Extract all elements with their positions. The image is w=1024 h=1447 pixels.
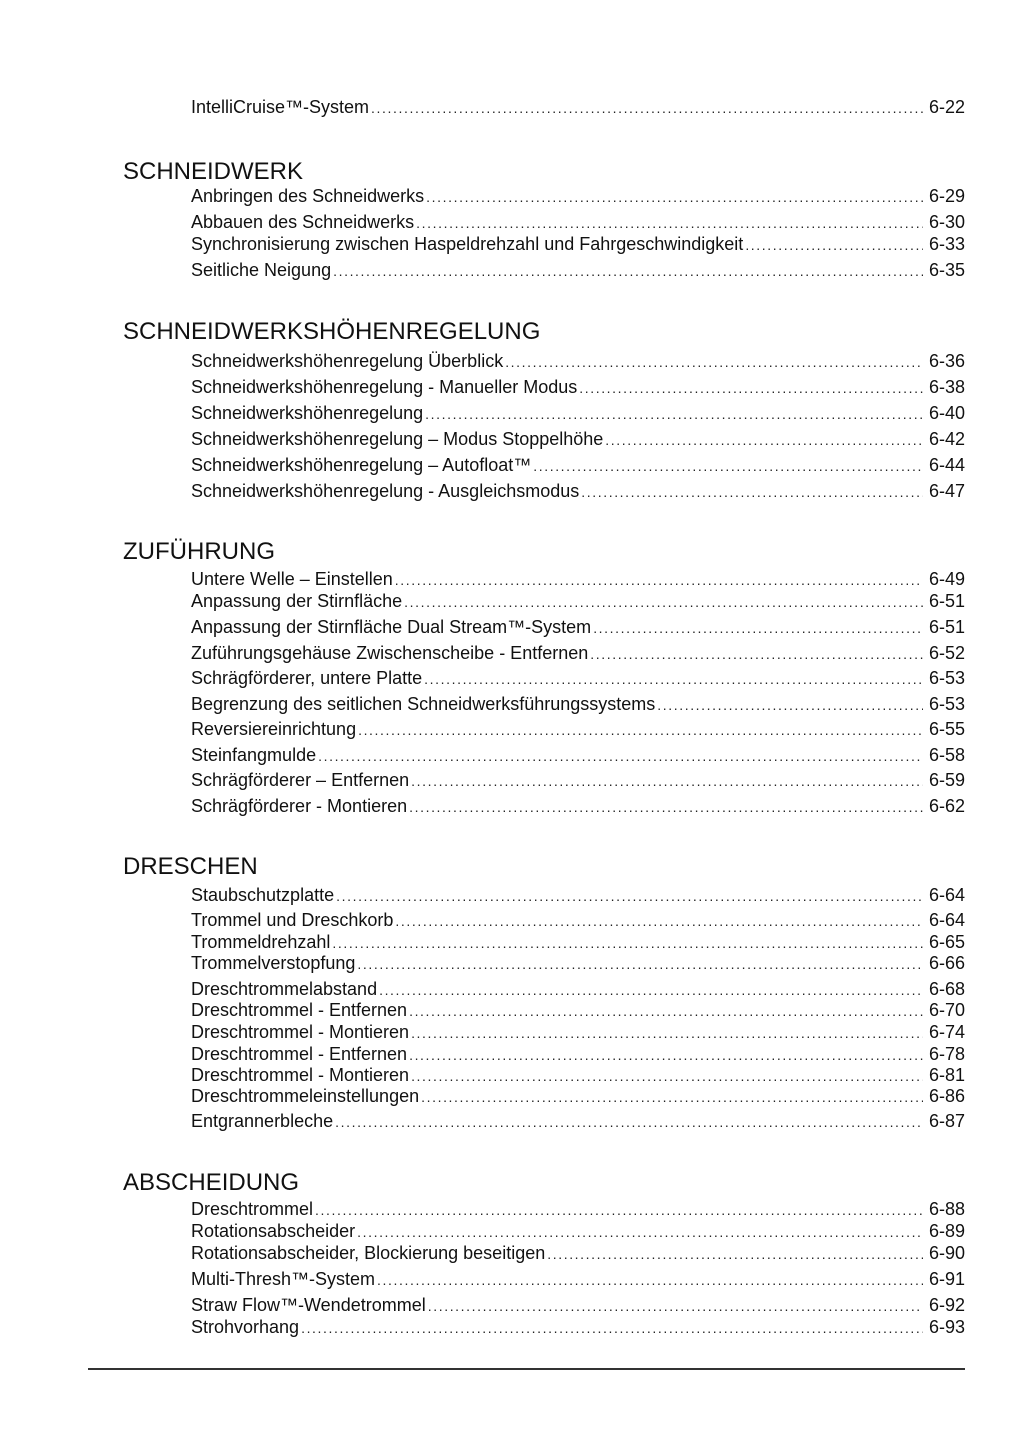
toc-entry-title: Trommel und Dreschkorb: [191, 910, 394, 930]
toc-entry-page: 6-51: [928, 617, 965, 637]
toc-entry-title: Schneidwerkshöhenregelung – Modus Stoppelhöhe: [191, 429, 604, 449]
toc-entry[interactable]: [191, 1241, 965, 1265]
toc-entry[interactable]: [191, 1267, 965, 1291]
toc-entry-title: Schneidwerkshöhenregelung - Ausgleichsmodus: [191, 481, 580, 501]
toc-entry[interactable]: [191, 883, 965, 907]
section-heading: SCHNEIDWERKSHÖHENREGELUNG: [123, 318, 541, 345]
toc-entry[interactable]: [191, 1315, 965, 1339]
toc-entry-title: Entgrannerbleche: [191, 1111, 334, 1131]
toc-entry-page: 6-44: [928, 455, 965, 475]
toc-entry[interactable]: [191, 427, 965, 451]
dot-leader: [335, 1110, 923, 1134]
toc-entry[interactable]: [191, 1020, 965, 1044]
dot-leader: [590, 642, 923, 666]
toc-entry-page: 6-90: [928, 1243, 965, 1263]
toc-entry[interactable]: [191, 349, 965, 373]
toc-entry[interactable]: [191, 401, 965, 425]
toc-entry-title: Zuführungsgehäuse Zwischenscheibe - Entfernen: [191, 643, 589, 663]
dot-leader: [357, 952, 923, 976]
dot-leader: [377, 1268, 923, 1292]
dot-leader: [425, 402, 923, 426]
toc-entry-page: 6-33: [928, 234, 965, 254]
dot-leader: [301, 1316, 923, 1340]
toc-entry-page: 6-59: [928, 770, 965, 790]
toc-entry-title: Dreschtrommelabstand: [191, 979, 378, 999]
toc-entry[interactable]: [191, 1219, 965, 1243]
toc-entry-page: 6-40: [928, 403, 965, 423]
toc-entry[interactable]: [191, 1109, 965, 1133]
toc-entry-page: 6-65: [928, 932, 965, 952]
toc-entry-page: 6-52: [928, 643, 965, 663]
dot-leader: [318, 744, 923, 768]
toc-entry-title: Rotationsabscheider, Blockierung beseitigen: [191, 1243, 546, 1263]
toc-entry-page: 6-55: [928, 719, 965, 739]
toc-entry-page: 6-47: [928, 481, 965, 501]
toc-entry-title: Schneidwerkshöhenregelung - Manueller Modus: [191, 377, 578, 397]
toc-entry-title: Schrägförderer – Entfernen: [191, 770, 410, 790]
dot-leader: [657, 693, 923, 717]
toc-entry[interactable]: [191, 95, 965, 119]
toc-entry-page: 6-66: [928, 953, 965, 973]
toc-entry[interactable]: [191, 232, 965, 256]
toc-entry-title: Steinfangmulde: [191, 745, 317, 765]
toc-entry-title: Abbauen des Schneidwerks: [191, 212, 415, 232]
toc-entry-page: 6-91: [928, 1269, 965, 1289]
toc-entry-title: Schneidwerkshöhenregelung – Autofloat™: [191, 455, 532, 475]
toc-entry-page: 6-78: [928, 1044, 965, 1064]
toc-entry[interactable]: [191, 210, 965, 234]
toc-entry-page: 6-42: [928, 429, 965, 449]
toc-entry-title: Seitliche Neigung: [191, 260, 332, 280]
toc-entry[interactable]: [191, 641, 965, 665]
toc-entry-title: Schneidwerkshöhenregelung Überblick: [191, 351, 504, 371]
toc-entry-page: 6-36: [928, 351, 965, 371]
toc-entry-title: Dreschtrommel - Montieren: [191, 1022, 410, 1042]
toc-entry-page: 6-62: [928, 796, 965, 816]
dot-leader: [421, 1085, 923, 1109]
toc-entry-page: 6-70: [928, 1000, 965, 1020]
dot-leader: [579, 376, 923, 400]
dot-leader: [371, 96, 923, 120]
toc-entry-page: 6-49: [928, 569, 965, 589]
toc-entry-title: Begrenzung des seitlichen Schneidwerksführungssystems: [191, 694, 656, 714]
toc-entry[interactable]: [191, 666, 965, 690]
dot-leader: [333, 259, 923, 283]
toc-entry-page: 6-38: [928, 377, 965, 397]
toc-entry-title: Strohvorhang: [191, 1317, 300, 1337]
toc-entry-page: 6-92: [928, 1295, 965, 1315]
dot-leader: [605, 428, 923, 452]
toc-entry-page: 6-64: [928, 910, 965, 930]
toc-entry[interactable]: [191, 908, 965, 932]
toc-entry-page: 6-58: [928, 745, 965, 765]
toc-entry-page: 6-87: [928, 1111, 965, 1131]
toc-entry-title: Dreschtrommel - Entfernen: [191, 1000, 408, 1020]
toc-entry[interactable]: [191, 453, 965, 477]
toc-entry-page: 6-86: [928, 1086, 965, 1106]
toc-entry-page: 6-93: [928, 1317, 965, 1337]
toc-entry-title: Dreschtrommel - Entfernen: [191, 1044, 408, 1064]
toc-entry-title: Dreschtrommel - Montieren: [191, 1065, 410, 1085]
toc-entry[interactable]: [191, 615, 965, 639]
toc-entry[interactable]: [191, 567, 965, 591]
dot-leader: [409, 795, 923, 819]
toc-entry-page: 6-89: [928, 1221, 965, 1241]
toc-entry-title: Dreschtrommeleinstellungen: [191, 1086, 420, 1106]
toc-entry-title: Multi-Thresh™-System: [191, 1269, 376, 1289]
section-heading: ABSCHEIDUNG: [123, 1169, 300, 1196]
toc-entry[interactable]: [191, 692, 965, 716]
dot-leader: [533, 454, 923, 478]
dot-leader: [404, 590, 923, 614]
toc-entry[interactable]: [191, 998, 965, 1022]
dot-leader: [426, 185, 923, 209]
toc-entry-title: Reversiereinrichtung: [191, 719, 357, 739]
toc-entry[interactable]: [191, 1197, 965, 1221]
toc-entry[interactable]: [191, 184, 965, 208]
dot-leader: [424, 667, 923, 691]
toc-entry-title: Anpassung der Stirnfläche: [191, 591, 403, 611]
toc-entry-title: Anbringen des Schneidwerks: [191, 186, 425, 206]
toc-entry-page: 6-51: [928, 591, 965, 611]
toc-entry-title: Untere Welle – Einstellen: [191, 569, 393, 589]
dot-leader: [505, 350, 923, 374]
toc-entry-title: Schrägförderer - Montieren: [191, 796, 408, 816]
toc-entry-title: Schrägförderer, untere Platte: [191, 668, 423, 688]
toc-entry[interactable]: [191, 743, 965, 767]
toc-entry-page: 6-88: [928, 1199, 965, 1219]
dot-leader: [593, 616, 923, 640]
section-heading: ZUFÜHRUNG: [123, 538, 275, 565]
toc-entry[interactable]: [191, 768, 965, 792]
toc-entry-title: IntelliCruise™-System: [191, 97, 370, 117]
toc-entry[interactable]: [191, 717, 965, 741]
toc-entry-title: Anpassung der Stirnfläche Dual Stream™-System: [191, 617, 592, 637]
toc-entry-title: Schneidwerkshöhenregelung: [191, 403, 424, 423]
toc-entry-page: 6-30: [928, 212, 965, 232]
toc-entry-page: 6-81: [928, 1065, 965, 1085]
section-heading: DRESCHEN: [123, 853, 258, 880]
toc-entry-page: 6-35: [928, 260, 965, 280]
toc-entry-title: Trommelverstopfung: [191, 953, 356, 973]
dot-leader: [411, 769, 923, 793]
toc-entry-title: Dreschtrommel: [191, 1199, 314, 1219]
toc-entry[interactable]: [191, 951, 965, 975]
toc-entry-title: Straw Flow™-Wendetrommel: [191, 1295, 426, 1315]
toc-entry[interactable]: [191, 258, 965, 282]
dot-leader: [358, 718, 923, 742]
dot-leader: [547, 1242, 923, 1266]
dot-leader: [581, 480, 923, 504]
toc-entry-page: 6-74: [928, 1022, 965, 1042]
dot-leader: [745, 233, 923, 257]
toc-entry[interactable]: [191, 479, 965, 503]
toc-entry-page: 6-53: [928, 668, 965, 688]
toc-entry-title: Trommeldrehzahl: [191, 932, 331, 952]
toc-entry-title: Staubschutzplatte: [191, 885, 335, 905]
toc-entry-page: 6-68: [928, 979, 965, 999]
toc-entry-title: Rotationsabscheider: [191, 1221, 356, 1241]
section-heading: SCHNEIDWERK: [123, 158, 304, 185]
toc-entry[interactable]: [191, 375, 965, 399]
toc-entry[interactable]: [191, 589, 965, 613]
toc-entry-page: 6-64: [928, 885, 965, 905]
toc-entry-page: 6-53: [928, 694, 965, 714]
toc-entry-page: 6-29: [928, 186, 965, 206]
dot-leader: [336, 884, 923, 908]
toc-entry[interactable]: [191, 1084, 965, 1108]
bottom-divider: [88, 1368, 965, 1370]
toc-entry[interactable]: [191, 1293, 965, 1317]
toc-entry-title: Synchronisierung zwischen Haspeldrehzahl und Fahrgeschwindigkeit: [191, 234, 744, 254]
toc-entry-page: 6-22: [928, 97, 965, 117]
toc-entry[interactable]: [191, 794, 965, 818]
